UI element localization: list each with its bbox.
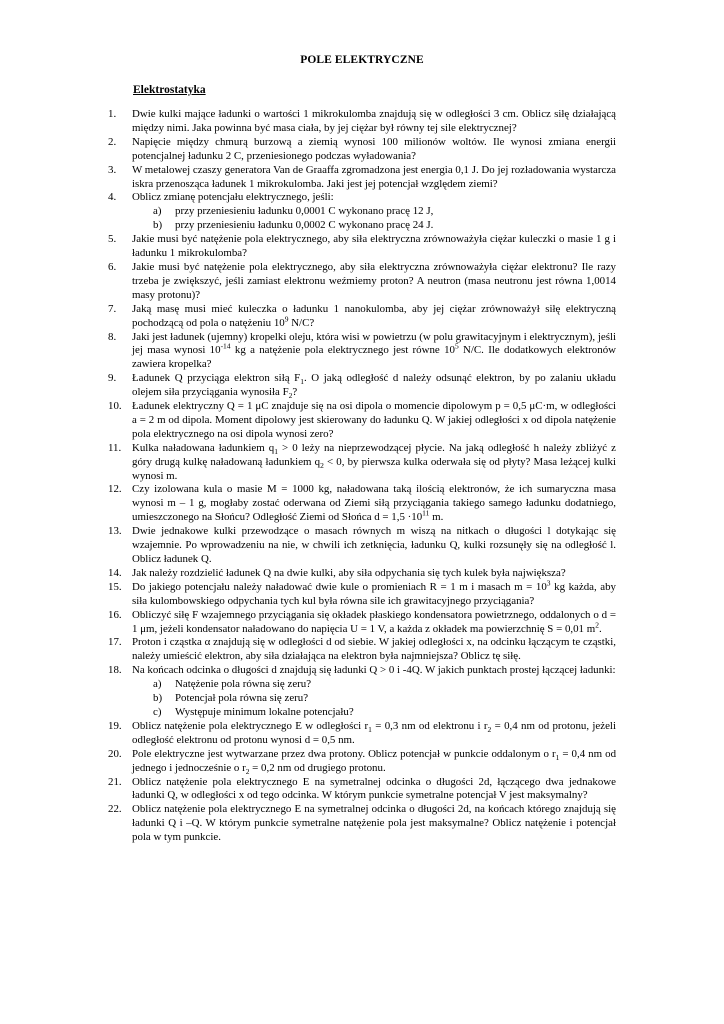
- problem-number: 16.: [108, 608, 122, 621]
- problem-text: Ładunek Q przyciąga elektron siłą $F_1$. O jaką odległość d należy odsunąć elektron, by po zalaniu układu olejem siła przyciągania wynosiła $F_2$?: [132, 372, 616, 401]
- problem-number: 14.: [108, 566, 122, 579]
- sub-question: [132, 678, 616, 692]
- problem-item: [108, 108, 616, 136]
- problem-text: Jakie musi być natężenie pola elektrycznego, aby siła elektryczna zrównoważyła ciężar kuleczki o masie 1 g i ładunku 1 mikrokulomba?: [132, 233, 616, 260]
- sub-question-list: [132, 205, 616, 233]
- sub-question-text: przy przeniesieniu ładunku 0,0001 C wykonano pracę 12 J,: [175, 205, 434, 218]
- sub-question-text: Występuje minimum lokalne potencjału?: [175, 705, 354, 718]
- problem-number: 18.: [108, 664, 122, 677]
- problem-number: 17.: [108, 636, 122, 649]
- problem-item: [108, 400, 616, 442]
- problem-number: 13.: [108, 525, 122, 538]
- problem-text: Kulka naładowana ładunkiem $q_1 > 0$ leży na nieprzewodzącej płycie. Na jaką odległość h należy zbliżyć z góry drugą kulkę naładowaną ładunkiem $q_2 < 0$, by pierwsza kulka oderwała się od płyty? Masa leżącej kulki wynosi m.: [132, 441, 616, 482]
- problem-item: [108, 748, 616, 776]
- problem-number: 3.: [108, 163, 117, 176]
- problem-item: [108, 136, 616, 164]
- sub-question-label: b): [153, 219, 163, 232]
- problem-number: 5.: [108, 233, 117, 246]
- problem-text: Oblicz zmianę potencjału elektrycznego, jeśli:: [132, 191, 334, 204]
- problem-item: [108, 664, 616, 720]
- problem-item: [108, 525, 616, 567]
- problem-number: 7.: [108, 302, 117, 315]
- problem-number: 20.: [108, 747, 122, 760]
- problem-number: 15.: [108, 580, 122, 593]
- problem-number: 10.: [108, 400, 122, 413]
- problem-text: Na końcach odcinka o długości d znajdują się ładunki Q > 0 i -4Q. W jakich punktach prostej łączącej ładunki:: [132, 664, 616, 677]
- problem-number: 21.: [108, 775, 122, 788]
- problem-item: [108, 776, 616, 804]
- problem-item: [108, 372, 616, 400]
- sub-question: [132, 205, 616, 219]
- sub-question-text: Potencjał pola równa się zeru?: [175, 692, 309, 705]
- problem-number: 8.: [108, 330, 117, 343]
- problem-item: [108, 803, 616, 845]
- problem-item: [108, 303, 616, 331]
- problem-item: [108, 233, 616, 261]
- problem-text: Pole elektryczne jest wytwarzane przez dwa protony. Oblicz potencjał w punkcie oddalonym o $r_1 = 0,4$ nm od jednego i jednocześnie o $r_2 = 0,2$ nm od drugiego protonu.: [132, 747, 617, 776]
- problem-text: Jakie musi być natężenie pola elektrycznego, aby siła elektryczna zrównoważyła ciężar elektronu? Ile razy trzeba je zwiększyć, jeśli zamiast elektronu weźmiemy proton? A neutron (masa neutronu jest równa 1,0014 masy protonu)?: [132, 260, 616, 301]
- page-title: POLE ELEKTRYCZNE: [300, 54, 424, 66]
- section-heading: Elektrostatyka: [133, 84, 206, 96]
- problem-number: 2.: [108, 135, 117, 148]
- problem-item: [108, 261, 616, 303]
- sub-question-label: a): [153, 678, 162, 691]
- problem-item: [108, 331, 616, 373]
- problem-number: 12.: [108, 483, 122, 496]
- problem-text: Ładunek elektryczny Q = 1 μC znajduje się na osi dipola o momencie dipolowym p = 0,5 μC·m, w odległości a = 2 m od dipola. Moment dipolowy jest skierowany do ładunku Q. W jakiej odległości x od dipola natężenie pola elektrycznego na osi dipola wynosi zero?: [132, 400, 616, 440]
- problem-text: Jaki jest ładunek (ujemny) kropelki oleju, która wisi w powietrzu (w polu grawitacyjnym i elektrycznym), jeśli jej masa wynosi $10^{-14}$ kg a natężenie pola elektrycznego jest równe $10^5$ N/C. Ile dodatkowych elektronów zawiera kropelka?: [132, 330, 617, 371]
- problem-text: Proton i cząstka α znajdują się w odległości d od siebie. W jakiej odległości x, na odcinku łączącym te cząstki, należy umieścić elektron, aby siła działająca na elektron była najmniejsza? Oblicz tę siłę.: [132, 636, 616, 663]
- problem-number: 4.: [108, 191, 117, 204]
- problem-text: Oblicz natężenie pola elektrycznego E w odległości $r_1 = 0,3$ nm od elektronu i $r_2 = 0,4$ nm od protonu, jeżeli odległość elektronu od protonu wynosi d = 0,5 nm.: [132, 719, 616, 746]
- sub-question: [132, 219, 616, 233]
- problem-number: 19.: [108, 719, 122, 732]
- problem-list: [108, 108, 616, 845]
- sub-question-text: przy przeniesieniu ładunku 0,0002 C wykonano pracę 24 J.: [175, 219, 434, 232]
- problem-item: [108, 578, 617, 609]
- problem-item: [108, 191, 616, 233]
- problem-text: Jaką masę musi mieć kuleczka o ładunku 1 nanokulomba, aby jej ciężar zrównoważył siłę elektryczną pochodzącą od pola o natężeniu $10^9$ N/C?: [132, 302, 616, 329]
- sub-question-list: [132, 678, 616, 720]
- problem-number: 22.: [108, 803, 122, 816]
- problem-number: 6.: [108, 260, 117, 273]
- sub-question-text: Natężenie pola równa się zeru?: [175, 678, 312, 691]
- problem-text: Napięcie między chmurą burzową a ziemią wynosi 100 milionów woltów. Ile wynosi zmiana energii potencjalnej ładunku 2 C, przeniesionego podczas wyładowania?: [132, 135, 616, 162]
- problem-number: 9.: [108, 372, 117, 385]
- sub-question: [132, 706, 616, 720]
- problem-text: Czy izolowana kula o masie M = 1000 kg, naładowana taką ilością elektronów, że ich sumaryczna masa wynosi m – 1 g, mogłaby zostać oderwana od Ziemi siłą przyciągania takiego samego ładunku dodatniego, umieszczonego na Słońcu? Odległość Ziemi od Słońca $d = 1,5 \cdot 10^{11}$ m.: [132, 483, 616, 524]
- sub-question-label: b): [153, 692, 163, 705]
- problem-item: [108, 636, 616, 664]
- problem-item: [108, 164, 616, 192]
- problem-item: [108, 567, 616, 581]
- problem-text: W metalowej czaszy generatora Van de Graaffa zgromadzona jest energia 0,1 J. Do jej rozładowania wystarcza iskra przenosząca ładunek 1 mikrokulomba. Jaki jest jej potencjał względem ziemi?: [132, 163, 616, 190]
- problem-number: 1.: [108, 108, 117, 120]
- problem-item: [108, 720, 616, 748]
- problem-item: [108, 442, 616, 484]
- problem-text: Dwie jednakowe kulki przewodzące o masach równych m wiszą na nitkach o długości l dotykając się wzajemnie. Po wprowadzeniu na nie, w chwili ich zetknięcia, ładunku Q, kulki rozsunęły się na odległość l. Oblicz ładunek Q.: [132, 525, 616, 565]
- problem-number: 11.: [108, 441, 122, 454]
- problem-item: [108, 483, 616, 525]
- sub-question: [132, 692, 616, 706]
- problem-text: Obliczyć siłę F wzajemnego przyciągania się okładek płaskiego kondensatora powietrznego, oddalonych o d = 1 μm, jeżeli kondensator naładowano do napięcia U = 1 V, a każda z okładek ma powierzchnię S = 0,01 $m^2$.: [132, 608, 616, 635]
- problem-text: Dwie kulki mające ładunki o wartości 1 mikrokulomba znajdują się w odległości 3 cm. Oblicz siłę działającą między nimi. Jaka powinna być masa ciała, by jej ciężar był równy tej sile elektrycznej?: [132, 108, 616, 134]
- sub-question-label: c): [153, 705, 162, 718]
- problem-item: [108, 609, 616, 637]
- problem-text: Do jakiego potencjału należy naładować dwie kule o promieniach R = 1 m i masach $m = 10^3$ kg każda, aby siła kulombowskiego odpychania tych kul była równa sile ich grawitacyjnego przyciągania?: [132, 578, 617, 607]
- problem-text: Oblicz natężenie pola elektrycznego E na symetralnej odcinka o długości 2d, na końcach którego znajdują się ładunki Q i –Q. W którym punkcie symetralne natężenie pola jest maksymalne? Oblicz natężenie i potencjał pola w tym punkcie.: [132, 803, 616, 844]
- sub-question-label: a): [153, 205, 162, 218]
- problem-text: Jak należy rozdzielić ładunek Q na dwie kulki, aby siła odpychania się tych kulek była największa?: [132, 566, 566, 579]
- problem-text: Oblicz natężenie pola elektrycznego E na symetralnej odcinka o długości 2d, łączącego dwa jednakowe ładunki Q, w odległości x od tego odcinka. W którym punkcie symetralne potencjał V jest maksymalny?: [132, 775, 616, 802]
